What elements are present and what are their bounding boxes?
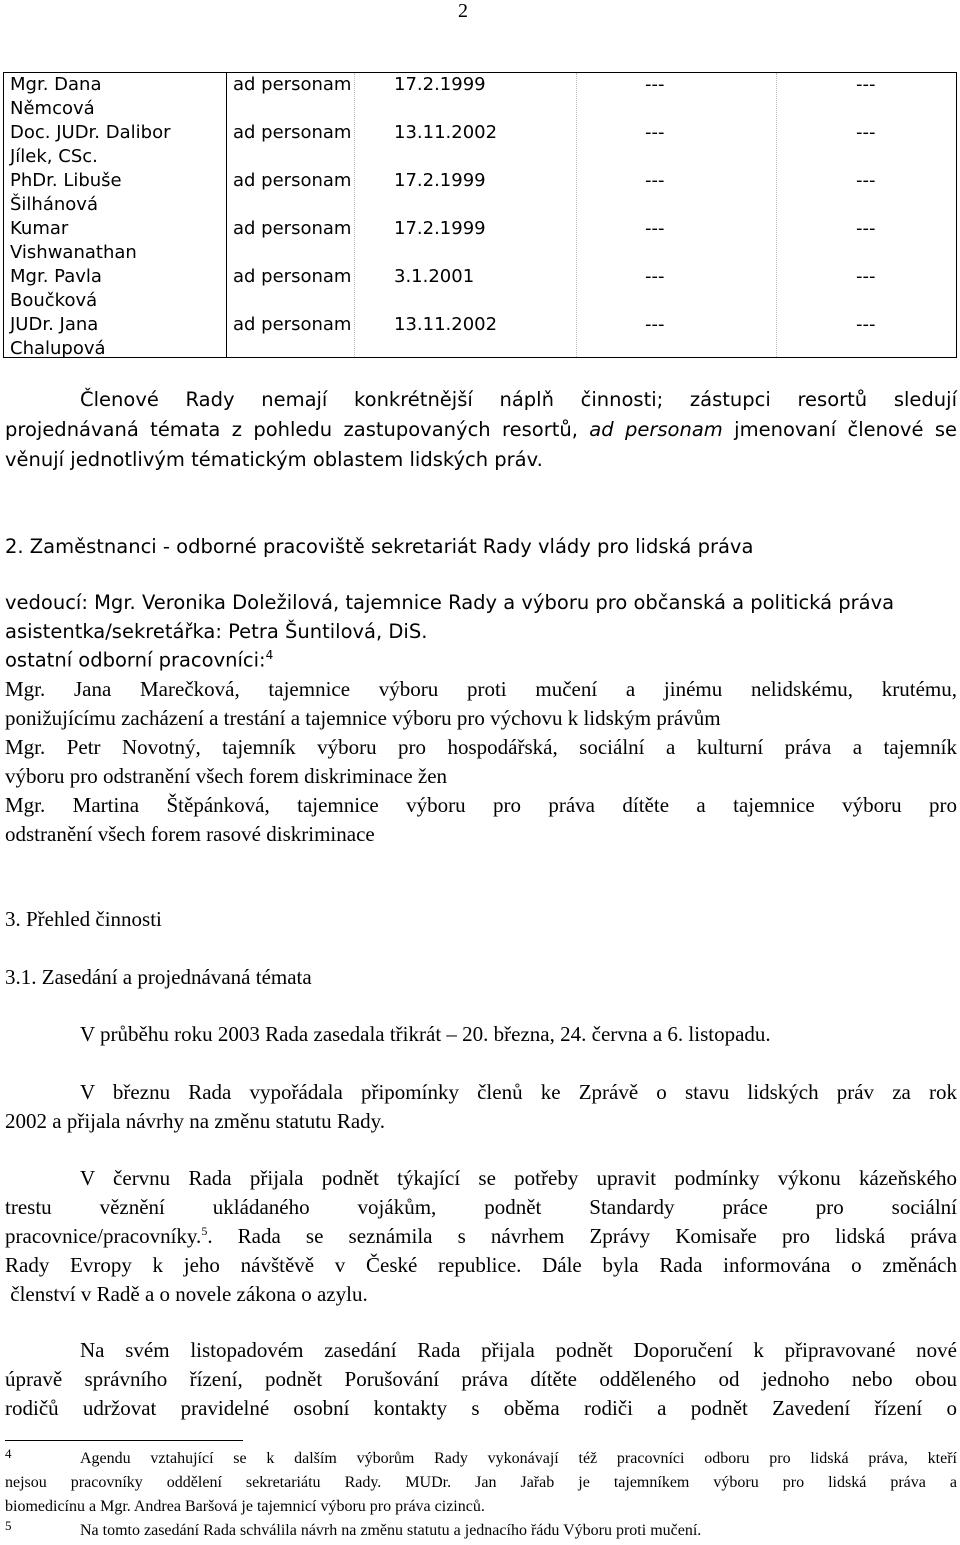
- member-value: ---: [856, 314, 876, 335]
- member-name-line: Boučková: [10, 290, 98, 311]
- member-date: 13.11.2002: [394, 314, 498, 335]
- member-type: ad personam: [233, 314, 352, 335]
- paragraph-line: Mgr. Petr Novotný, tajemník výboru pro hospodářská, sociální a kulturní práva a tajemník: [5, 735, 957, 759]
- member-name-line: Mgr. Pavla: [10, 266, 102, 287]
- staff-assistant: asistentka/sekretářka: Petra Šuntilová, DiS.: [5, 620, 428, 643]
- table-column-divider: [776, 73, 777, 357]
- paragraph-line: úpravě správního řízení, podnět Porušování práva dítěte odděleného od jednoho nebo obou: [5, 1367, 957, 1391]
- footnote-ref: 5: [201, 1224, 208, 1238]
- section-heading: 2. Zaměstnanci - odborné pracoviště sekretariát Rady vlády pro lidská práva: [5, 535, 754, 558]
- member-value: ---: [856, 170, 876, 191]
- member-name-line: PhDr. Libuše: [10, 170, 122, 191]
- footnote-line: Na tomto zasedání Rada schválila návrh na změnu statutu a jednacího řádu Výboru proti mučení.: [80, 1522, 702, 1539]
- paragraph-line: rodičů udržovat pravidelné osobní kontakty s oběma rodiči a podnět Zavedení řízení o: [5, 1396, 957, 1420]
- staff-others-label: [5, 648, 273, 672]
- member-date: 3.1.2001: [394, 266, 475, 287]
- member-value: ---: [856, 266, 876, 287]
- member-name: [10, 217, 205, 265]
- paragraph-line: Mgr. Jana Marečková, tajemnice výboru proti mučení a jinému nelidskému, krutému,: [5, 677, 957, 701]
- member-name: [10, 73, 205, 121]
- member-name-line: Mgr. Dana: [10, 74, 102, 95]
- member-value: ---: [856, 74, 876, 95]
- member-name: [10, 121, 205, 169]
- paragraph-line: trestu věznění ukládaného vojákům, podnět Standardy práce pro sociální: [5, 1195, 957, 1219]
- member-date: 17.2.1999: [394, 218, 486, 239]
- text-run: projednávaná témata z pohledu zastupovaných resortů,: [5, 418, 590, 441]
- table-column-divider: [226, 73, 227, 357]
- member-type: ad personam: [233, 170, 352, 191]
- footnote-number: 5: [5, 1518, 12, 1533]
- member-value: ---: [645, 266, 665, 287]
- member-date: 17.2.1999: [394, 74, 486, 95]
- member-value: ---: [645, 170, 665, 191]
- paragraph-line: [5, 418, 957, 441]
- member-date: 13.11.2002: [394, 122, 498, 143]
- member-name-line: JUDr. Jana: [10, 314, 99, 335]
- paragraph-line: 2002 a přijala návrhy na změnu statutu Rady.: [5, 1109, 386, 1133]
- footnote-line: Agendu vztahující se k dalším výborům Rady vykonávají též pracovníci odboru pro lidská práva, kteří: [80, 1450, 957, 1467]
- member-value: ---: [856, 218, 876, 239]
- table-column-divider: [354, 73, 355, 357]
- member-date: 17.2.1999: [394, 170, 486, 191]
- member-value: ---: [645, 314, 665, 335]
- italic-term: ad personam: [589, 418, 723, 441]
- paragraph-line: členství v Radě a o novele zákona o azylu.: [5, 1282, 368, 1306]
- text-run: ostatní odborní pracovníci:: [5, 648, 266, 672]
- paragraph-line: věnují jednotlivým tématickým oblastem lidských práv.: [5, 448, 543, 471]
- paragraph-line: Mgr. Martina Štěpánková, tajemnice výboru pro práva dítěte a tajemnice výboru pro: [5, 793, 957, 817]
- paragraph-line: [5, 1224, 957, 1249]
- member-name-line: Němcová: [10, 98, 95, 119]
- member-name-line: Vishwanathan: [10, 242, 137, 263]
- member-type: ad personam: [233, 266, 352, 287]
- paragraph-line: V červnu Rada přijala podnět týkající se potřeby upravit podmínky výkonu kázeňského: [80, 1166, 957, 1190]
- member-name-line: Kumar: [10, 218, 69, 239]
- member-type: ad personam: [233, 218, 352, 239]
- members-table: [3, 72, 957, 358]
- member-name-line: Jílek, CSc.: [10, 146, 98, 167]
- member-value: ---: [645, 218, 665, 239]
- paragraph-line: Na svém listopadovém zasedání Rada přijala podnět Doporučení k připravované nové: [80, 1338, 957, 1362]
- paragraph: V průběhu roku 2003 Rada zasedala třikrát – 20. března, 24. června a 6. listopadu.: [80, 1022, 771, 1046]
- paragraph-line: Rady Evropy k jeho návštěvě v České republice. Dále byla Rada informována o změnách: [5, 1253, 957, 1277]
- section-heading: 3. Přehled činnosti: [5, 907, 162, 931]
- member-name: [10, 169, 205, 217]
- member-name-line: Šilhánová: [10, 194, 98, 215]
- member-type: ad personam: [233, 74, 352, 95]
- text-run: . Rada se seznámila s návrhem Zprávy Komisaře pro lidská práva: [207, 1224, 957, 1248]
- footnote-line: biomedicínu a Mgr. Andrea Baršová je tajemnicí výboru pro práva cizinců.: [5, 1498, 485, 1515]
- subsection-heading: 3.1. Zasedání a projednávaná témata: [5, 965, 312, 989]
- member-value: ---: [856, 122, 876, 143]
- paragraph-line: Členové Rady nemají konkrétnější náplň činnosti; zástupci resortů sledují: [80, 388, 957, 411]
- paragraph-line: ponižujícímu zacházení a trestání a tajemnice výboru pro výchovu k lidským právům: [5, 706, 721, 730]
- member-value: ---: [645, 74, 665, 95]
- member-name: [10, 265, 205, 313]
- footnote-ref: 4: [265, 648, 274, 662]
- staff-head: vedoucí: Mgr. Veronika Doležilová, tajemnice Rady a výboru pro občanská a politická práva: [5, 591, 895, 614]
- page-number: 2: [458, 0, 468, 22]
- text-run: jmenovaní členové se: [722, 418, 958, 441]
- member-type: ad personam: [233, 122, 352, 143]
- paragraph-line: odstranění všech forem rasové diskriminace: [5, 822, 375, 846]
- footnote-number: 4: [5, 1446, 12, 1461]
- paragraph-line: výboru pro odstranění všech forem diskriminace žen: [5, 764, 448, 788]
- member-name-line: Doc. JUDr. Dalibor: [10, 122, 171, 143]
- text-run: pracovnice/pracovníky.: [5, 1224, 202, 1248]
- paragraph-line: V březnu Rada vypořádala připomínky členů ke Zprávě o stavu lidských práv za rok: [80, 1080, 957, 1104]
- member-name: [10, 313, 205, 361]
- footnote-line: nejsou pracovníky oddělení sekretariátu Rady. MUDr. Jan Jařab je tajemníkem výboru pro lidská práva a: [5, 1474, 957, 1491]
- member-value: ---: [645, 122, 665, 143]
- table-column-divider: [576, 73, 577, 357]
- member-name-line: Chalupová: [10, 338, 106, 359]
- footnote-separator: [5, 1440, 243, 1441]
